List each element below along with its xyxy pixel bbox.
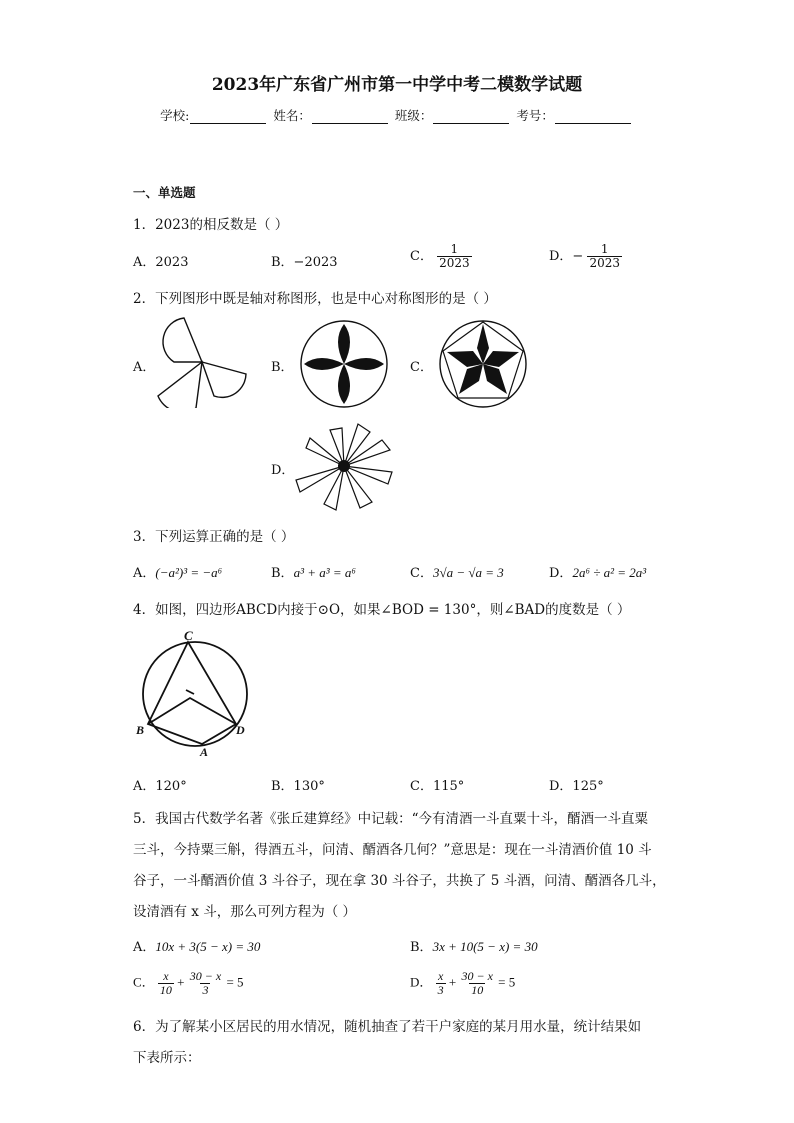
plus-sign: +	[177, 974, 185, 990]
q1-option-c-label: C．	[410, 249, 433, 264]
q3-option-c-label: C．	[410, 566, 433, 581]
q1-option-d-label: D．−	[549, 249, 584, 264]
school-blank[interactable]	[190, 111, 266, 124]
q5-option-d-fraction-2	[459, 970, 494, 997]
question-5-line-3: 谷子，一斗醑酒价值 3 斗谷子，现在拿 30 斗谷子，共换了 5 斗酒，问清、醑酒各几斗，	[133, 873, 666, 889]
fraction-denominator: 3	[437, 983, 444, 997]
q2-pentagon-star-circle-figure	[437, 318, 529, 410]
question-3-stem: 3．下列运算正确的是（ ）	[133, 529, 295, 545]
q5-option-c-label: C．	[133, 974, 155, 990]
question-4-stem: 4．如图，四边形ABCD内接于⊙O，如果∠BOD = 130°，则∠BAD的度数是（ ）	[133, 602, 631, 618]
equals-five: = 5	[498, 974, 516, 990]
section-heading: 一、单选题	[133, 185, 196, 200]
q5-option-a-expression: 10x + 3(5 − x) = 30	[155, 939, 261, 954]
q3-option-d	[549, 562, 646, 581]
q1-option-c-fraction	[437, 243, 472, 270]
q4-option-b: B．130°	[271, 779, 325, 794]
page-title: 2023年广东省广州市第一中学中考二模数学试题	[211, 75, 583, 95]
q5-option-b	[410, 936, 538, 955]
fraction-numerator: x	[437, 969, 444, 983]
class-label: 班级：	[394, 108, 433, 123]
q4-option-a: A．120°	[133, 779, 187, 794]
exam-number-label: 考号：	[516, 108, 554, 123]
fraction-denominator: 10	[471, 983, 484, 997]
question-6-line-1: 6．为了解某小区居民的用水情况，随机抽查了若干户家庭的某月用水量，统计结果如	[133, 1019, 642, 1035]
q5-option-b-label: B．	[410, 940, 433, 955]
question-6-line-2: 下表所示：	[133, 1050, 201, 1066]
q5-option-a	[133, 936, 260, 955]
q4-option-c: C．115°	[410, 779, 465, 794]
fraction-numerator: x	[163, 969, 169, 983]
fraction-numerator: 1	[600, 242, 609, 256]
plus-sign: +	[448, 974, 457, 990]
question-5-line-2: 三斗，今持粟三斛，得酒五斗，问清、醑酒各几何？”意思是：现在一斗清酒价值 10 斗	[133, 842, 652, 858]
q3-option-a	[133, 562, 222, 581]
fraction-denominator: 10	[159, 983, 172, 997]
name-label: 姓名：	[273, 108, 311, 123]
q3-option-b-expression: a³ + a³ = a⁶	[293, 565, 356, 580]
q3-option-d-expression: 2a⁶ ÷ a² = 2a³	[572, 565, 647, 580]
fraction-denominator: 3	[202, 983, 209, 997]
school-label: 学校:	[160, 108, 190, 123]
q1-option-a: A．2023	[133, 255, 189, 270]
vertex-label-d: D	[236, 723, 245, 737]
q3-option-a-label: A．	[133, 566, 156, 581]
q2-option-d-label: D．	[271, 463, 295, 478]
q4-inscribed-quadrilateral-figure	[132, 628, 256, 758]
q1-option-c	[410, 243, 472, 270]
q3-option-b	[271, 562, 356, 581]
q2-four-petal-circle-figure	[298, 318, 390, 410]
question-5-line-4: 设清酒有 x 斗，那么可列方程为（ ）	[133, 904, 356, 920]
class-blank[interactable]	[433, 111, 509, 124]
q2-pinwheel-eight-blade-figure	[292, 420, 396, 512]
fraction-numerator: 30 − x	[461, 969, 493, 983]
question-5-line-1: 5．我国古代数学名著《张丘建算经》中记载：“今有清酒一斗直粟十斗，醑酒一斗直粟	[133, 811, 648, 827]
q5-option-a-label: A．	[133, 940, 156, 955]
question-2-stem: 2．下列图形中既是轴对称图形，也是中心对称图形的是（ ）	[133, 291, 497, 307]
q5-option-c	[133, 970, 244, 997]
vertex-label-a: A	[200, 745, 209, 758]
q5-option-b-expression: 3x + 10(5 − x) = 30	[432, 939, 538, 954]
student-info-line	[0, 106, 794, 124]
q5-option-d-fraction-1	[436, 970, 446, 997]
equals-five: = 5	[226, 974, 244, 990]
q1-option-b: B．−2023	[271, 255, 338, 270]
vertex-label-b: B	[136, 723, 145, 737]
question-1-stem: 1．2023的相反数是（ ）	[133, 217, 289, 233]
q1-option-d-fraction	[587, 243, 622, 270]
q3-option-a-expression: (−a²)³ = −a⁶	[155, 565, 223, 580]
q5-option-d	[410, 970, 515, 997]
fraction-numerator: 30 − x	[189, 969, 222, 983]
exam-number-blank[interactable]	[555, 111, 631, 124]
q2-option-b-label: B．	[271, 360, 294, 375]
q3-option-c-expression: 3√a − √a = 3	[432, 565, 504, 580]
vertex-label-c: C	[184, 628, 193, 643]
fraction-denominator: 2023	[439, 256, 470, 270]
q2-option-c-label: C．	[410, 360, 433, 375]
q5-option-c-fraction-2	[188, 970, 223, 997]
q2-option-a-label: A．	[133, 360, 156, 375]
q5-option-c-fraction-1	[158, 970, 174, 997]
q4-option-d: D．125°	[549, 779, 604, 794]
q3-option-c	[410, 562, 504, 581]
fraction-numerator: 1	[450, 242, 459, 256]
q3-option-b-label: B．	[271, 566, 294, 581]
q5-option-d-label: D．	[410, 974, 433, 990]
q2-pinwheel-figure	[150, 312, 254, 408]
q1-option-d	[549, 243, 622, 270]
fraction-denominator: 2023	[589, 256, 621, 270]
q3-option-d-label: D．	[549, 566, 573, 581]
name-blank[interactable]	[312, 111, 388, 124]
